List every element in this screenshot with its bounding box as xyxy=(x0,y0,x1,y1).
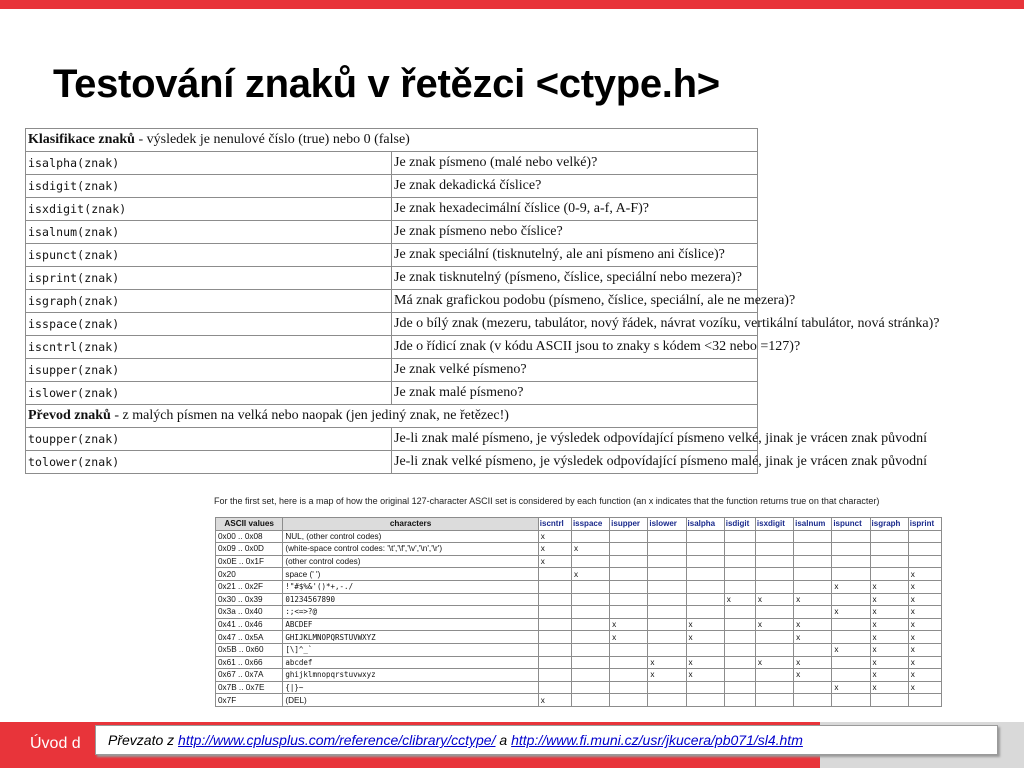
function-mark-cell xyxy=(610,580,648,593)
function-mark-cell: x xyxy=(794,631,832,644)
function-description: Jde o řídicí znak (v kódu ASCII jsou to znaky s kódem <32 nebo =127)? xyxy=(392,336,758,359)
function-description: Je znak velké písmeno? xyxy=(392,359,758,382)
function-mark-cell xyxy=(832,656,870,669)
function-mark-cell xyxy=(686,643,724,656)
ascii-range-row xyxy=(216,593,942,606)
ascii-range-row xyxy=(216,656,942,669)
function-row xyxy=(26,313,758,336)
function-mark-cell: x xyxy=(870,618,908,631)
function-mark-cell xyxy=(571,606,609,619)
function-mark-cell xyxy=(755,530,793,543)
header-function: ispunct xyxy=(832,518,870,531)
function-mark-cell xyxy=(794,643,832,656)
function-mark-cell: x xyxy=(686,656,724,669)
ascii-range-row xyxy=(216,530,942,543)
characters-cell: abcdef xyxy=(283,656,538,669)
function-row xyxy=(26,336,758,359)
function-description: Je znak hexadecimální číslice (0-9, a-f, A-F)? xyxy=(392,198,758,221)
function-mark-cell xyxy=(538,618,571,631)
source-note xyxy=(95,725,998,755)
header-function: isupper xyxy=(610,518,648,531)
characters-cell: GHIJKLMNOPQRSTUVWXYZ xyxy=(283,631,538,644)
function-mark-cell xyxy=(648,606,686,619)
function-mark-cell: x xyxy=(648,656,686,669)
function-mark-cell xyxy=(755,543,793,556)
function-mark-cell: x xyxy=(870,580,908,593)
function-mark-cell: x xyxy=(571,543,609,556)
ascii-range: 0x47 .. 0x5A xyxy=(216,631,283,644)
function-mark-cell: x xyxy=(908,568,941,581)
section-header xyxy=(26,405,758,428)
function-mark-cell xyxy=(832,694,870,707)
ascii-range-row xyxy=(216,618,942,631)
function-mark-cell xyxy=(724,543,755,556)
function-mark-cell xyxy=(724,656,755,669)
header-function: islower xyxy=(648,518,686,531)
function-mark-cell: x xyxy=(610,618,648,631)
function-mark-cell xyxy=(724,568,755,581)
ascii-range-row xyxy=(216,580,942,593)
function-mark-cell: x xyxy=(832,606,870,619)
function-mark-cell xyxy=(571,694,609,707)
function-mark-cell xyxy=(686,568,724,581)
function-mark-cell xyxy=(832,593,870,606)
header-function: isspace xyxy=(571,518,609,531)
section-header xyxy=(26,129,758,152)
function-mark-cell xyxy=(648,694,686,707)
function-mark-cell xyxy=(870,555,908,568)
function-mark-cell: x xyxy=(794,669,832,682)
function-mark-cell xyxy=(648,643,686,656)
function-mark-cell: x xyxy=(538,530,571,543)
function-mark-cell: x xyxy=(794,656,832,669)
function-mark-cell: x xyxy=(908,593,941,606)
function-mark-cell xyxy=(832,555,870,568)
function-mark-cell xyxy=(538,631,571,644)
function-row xyxy=(26,290,758,313)
ascii-map-caption: For the first set, here is a map of how the original 127-character ASCII set is considered by each function (an x indicates that the function returns true on that character) xyxy=(214,496,880,506)
function-mark-cell xyxy=(724,631,755,644)
ascii-range-row xyxy=(216,555,942,568)
section-title: Převod znaků xyxy=(28,408,111,423)
function-mark-cell xyxy=(724,694,755,707)
function-mark-cell xyxy=(686,543,724,556)
function-name: isxdigit(znak) xyxy=(26,198,392,221)
function-mark-cell xyxy=(832,543,870,556)
function-mark-cell: x xyxy=(908,580,941,593)
function-mark-cell xyxy=(610,681,648,694)
function-row xyxy=(26,267,758,290)
function-name: isgraph(znak) xyxy=(26,290,392,313)
function-mark-cell xyxy=(686,694,724,707)
function-mark-cell xyxy=(686,580,724,593)
characters-cell: NUL, (other control codes) xyxy=(283,530,538,543)
function-mark-cell xyxy=(648,631,686,644)
function-mark-cell xyxy=(724,669,755,682)
function-mark-cell: x xyxy=(870,643,908,656)
function-mark-cell xyxy=(571,631,609,644)
header-function: isdigit xyxy=(724,518,755,531)
function-description: Je-li znak velké písmeno, je výsledek odpovídající písmeno malé, jinak je vrácen znak původní xyxy=(392,451,758,474)
function-mark-cell xyxy=(832,568,870,581)
function-row xyxy=(26,428,758,451)
function-mark-cell: x xyxy=(908,643,941,656)
function-mark-cell: x xyxy=(908,656,941,669)
source-joiner: a xyxy=(495,732,512,748)
function-mark-cell xyxy=(755,681,793,694)
function-mark-cell xyxy=(571,555,609,568)
header-characters: characters xyxy=(283,518,538,531)
characters-cell: space (' ') xyxy=(283,568,538,581)
header-function: iscntrl xyxy=(538,518,571,531)
function-name: isprint(znak) xyxy=(26,267,392,290)
function-mark-cell xyxy=(538,669,571,682)
function-mark-cell xyxy=(610,669,648,682)
ascii-map-header-row xyxy=(216,518,942,531)
function-mark-cell xyxy=(755,580,793,593)
function-mark-cell: x xyxy=(794,593,832,606)
function-mark-cell xyxy=(794,568,832,581)
characters-cell: ghijklmnopqrstuvwxyz xyxy=(283,669,538,682)
function-mark-cell xyxy=(571,618,609,631)
section-note: - z malých písmen na velká nebo naopak (jen jediný znak, ne řetězec!) xyxy=(110,408,509,423)
section-note: - výsledek je nenulové číslo (true) nebo 0 (false) xyxy=(134,132,410,147)
section-header-row xyxy=(26,129,758,152)
ascii-range-row xyxy=(216,694,942,707)
function-name: ispunct(znak) xyxy=(26,244,392,267)
function-mark-cell: x xyxy=(686,631,724,644)
function-mark-cell xyxy=(832,669,870,682)
characters-cell: ABCDEF xyxy=(283,618,538,631)
function-mark-cell xyxy=(610,543,648,556)
ascii-range: 0x00 .. 0x08 xyxy=(216,530,283,543)
function-mark-cell xyxy=(571,593,609,606)
function-mark-cell xyxy=(794,580,832,593)
function-mark-cell xyxy=(610,593,648,606)
function-mark-cell xyxy=(724,643,755,656)
function-name: islower(znak) xyxy=(26,382,392,405)
function-name: tolower(znak) xyxy=(26,451,392,474)
characters-cell: (other control codes) xyxy=(283,555,538,568)
function-mark-cell xyxy=(538,593,571,606)
ascii-range-row xyxy=(216,568,942,581)
source-prefix: Převzato z xyxy=(108,732,179,748)
function-description: Je znak tisknutelný (písmeno, číslice, speciální nebo mezera)? xyxy=(392,267,758,290)
function-mark-cell: x xyxy=(794,618,832,631)
function-mark-cell xyxy=(908,530,941,543)
function-mark-cell xyxy=(538,681,571,694)
function-description: Je znak dekadická číslice? xyxy=(392,175,758,198)
function-mark-cell xyxy=(724,555,755,568)
function-row xyxy=(26,152,758,175)
function-mark-cell: x xyxy=(686,669,724,682)
function-mark-cell xyxy=(648,681,686,694)
ascii-range: 0x61 .. 0x66 xyxy=(216,656,283,669)
characters-cell: [\]^_` xyxy=(283,643,538,656)
function-name: toupper(znak) xyxy=(26,428,392,451)
function-mark-cell xyxy=(755,606,793,619)
function-description: Má znak grafickou podobu (písmeno, číslice, speciální, ale ne mezera)? xyxy=(392,290,758,313)
ctype-functions-table xyxy=(25,128,940,474)
function-mark-cell xyxy=(755,568,793,581)
function-row xyxy=(26,175,758,198)
function-mark-cell xyxy=(724,618,755,631)
function-mark-cell xyxy=(686,606,724,619)
ascii-range: 0x20 xyxy=(216,568,283,581)
header-function: isprint xyxy=(908,518,941,531)
function-mark-cell xyxy=(610,530,648,543)
ascii-range-row xyxy=(216,643,942,656)
function-mark-cell: x xyxy=(832,643,870,656)
characters-cell: 01234567890 xyxy=(283,593,538,606)
function-description: Jde o bílý znak (mezeru, tabulátor, nový řádek, návrat vozíku, vertikální tabulátor, nová stránka)? xyxy=(392,313,758,336)
function-mark-cell xyxy=(610,606,648,619)
footer-course-title: Úvod d xyxy=(30,735,81,752)
function-mark-cell xyxy=(870,568,908,581)
function-mark-cell xyxy=(648,530,686,543)
function-mark-cell xyxy=(832,530,870,543)
characters-cell: (DEL) xyxy=(283,694,538,707)
function-mark-cell xyxy=(794,543,832,556)
function-mark-cell xyxy=(538,606,571,619)
function-mark-cell xyxy=(755,555,793,568)
header-function: isalpha xyxy=(686,518,724,531)
ascii-range: 0x0E .. 0x1F xyxy=(216,555,283,568)
function-mark-cell xyxy=(610,555,648,568)
function-mark-cell: x xyxy=(870,593,908,606)
source-link-fi-muni[interactable]: http://www.fi.muni.cz/usr/jkucera/pb071/sl4.htm xyxy=(511,732,803,748)
function-mark-cell: x xyxy=(610,631,648,644)
function-mark-cell xyxy=(870,694,908,707)
function-mark-cell xyxy=(794,530,832,543)
ascii-range-row xyxy=(216,669,942,682)
function-mark-cell xyxy=(538,568,571,581)
function-mark-cell: x xyxy=(538,694,571,707)
ascii-map-table xyxy=(215,517,942,707)
function-mark-cell xyxy=(648,618,686,631)
header-function: isgraph xyxy=(870,518,908,531)
function-mark-cell xyxy=(755,643,793,656)
ascii-range: 0x21 .. 0x2F xyxy=(216,580,283,593)
function-mark-cell xyxy=(571,580,609,593)
function-name: iscntrl(znak) xyxy=(26,336,392,359)
function-mark-cell xyxy=(648,593,686,606)
function-name: isupper(znak) xyxy=(26,359,392,382)
function-mark-cell xyxy=(571,656,609,669)
characters-cell: !"#$%&'()*+,-./ xyxy=(283,580,538,593)
function-mark-cell: x xyxy=(870,656,908,669)
section-header-row xyxy=(26,405,758,428)
function-mark-cell: x xyxy=(724,593,755,606)
function-mark-cell xyxy=(908,543,941,556)
function-mark-cell xyxy=(571,530,609,543)
function-description: Je znak malé písmeno? xyxy=(392,382,758,405)
header-ascii-values: ASCII values xyxy=(216,518,283,531)
function-mark-cell xyxy=(610,656,648,669)
characters-cell: (white-space control codes: '\t','\f','\v','\n','\r') xyxy=(283,543,538,556)
function-mark-cell: x xyxy=(832,681,870,694)
function-mark-cell xyxy=(648,555,686,568)
function-name: isspace(znak) xyxy=(26,313,392,336)
function-row xyxy=(26,382,758,405)
function-mark-cell xyxy=(908,555,941,568)
function-row xyxy=(26,221,758,244)
ascii-range-row xyxy=(216,631,942,644)
ascii-range: 0x67 .. 0x7A xyxy=(216,669,283,682)
function-mark-cell xyxy=(724,530,755,543)
function-mark-cell xyxy=(571,681,609,694)
header-function: isalnum xyxy=(794,518,832,531)
function-mark-cell: x xyxy=(908,669,941,682)
function-mark-cell xyxy=(908,694,941,707)
function-mark-cell: x xyxy=(908,631,941,644)
function-mark-cell: x xyxy=(755,656,793,669)
ascii-range: 0x7B .. 0x7E xyxy=(216,681,283,694)
function-mark-cell xyxy=(571,643,609,656)
function-mark-cell xyxy=(648,580,686,593)
function-mark-cell: x xyxy=(870,631,908,644)
function-mark-cell xyxy=(648,543,686,556)
function-row xyxy=(26,198,758,221)
function-mark-cell: x xyxy=(538,543,571,556)
function-mark-cell xyxy=(724,681,755,694)
function-row xyxy=(26,244,758,267)
function-description: Je znak písmeno nebo číslice? xyxy=(392,221,758,244)
ascii-range: 0x09 .. 0x0D xyxy=(216,543,283,556)
top-accent-bar xyxy=(0,0,1024,9)
function-mark-cell xyxy=(724,580,755,593)
function-mark-cell: x xyxy=(538,555,571,568)
function-mark-cell: x xyxy=(908,618,941,631)
function-mark-cell xyxy=(648,568,686,581)
function-mark-cell xyxy=(870,530,908,543)
function-mark-cell xyxy=(794,555,832,568)
function-mark-cell xyxy=(610,643,648,656)
ascii-range: 0x41 .. 0x46 xyxy=(216,618,283,631)
ascii-range-row xyxy=(216,606,942,619)
function-name: isalnum(znak) xyxy=(26,221,392,244)
function-mark-cell: x xyxy=(755,593,793,606)
function-mark-cell: x xyxy=(870,669,908,682)
function-mark-cell: x xyxy=(755,618,793,631)
characters-cell: :;<=>?@ xyxy=(283,606,538,619)
ascii-range: 0x5B .. 0x60 xyxy=(216,643,283,656)
function-mark-cell: x xyxy=(648,669,686,682)
header-function: isxdigit xyxy=(755,518,793,531)
function-description: Je znak speciální (tisknutelný, ale ani písmeno ani číslice)? xyxy=(392,244,758,267)
function-mark-cell xyxy=(724,606,755,619)
function-mark-cell xyxy=(794,681,832,694)
function-row xyxy=(26,359,758,382)
function-mark-cell: x xyxy=(870,606,908,619)
function-mark-cell xyxy=(794,694,832,707)
function-mark-cell xyxy=(538,643,571,656)
function-mark-cell: x xyxy=(908,681,941,694)
function-mark-cell: x xyxy=(870,681,908,694)
function-mark-cell xyxy=(686,555,724,568)
source-link-cplusplus[interactable]: http://www.cplusplus.com/reference/clibrary/cctype/ xyxy=(178,732,496,748)
function-mark-cell xyxy=(686,681,724,694)
function-mark-cell xyxy=(755,631,793,644)
function-mark-cell xyxy=(755,694,793,707)
function-description: Je-li znak malé písmeno, je výsledek odpovídající písmeno velké, jinak je vrácen znak původní xyxy=(392,428,758,451)
function-mark-cell xyxy=(571,669,609,682)
function-mark-cell: x xyxy=(686,618,724,631)
function-mark-cell xyxy=(870,543,908,556)
function-description: Je znak písmeno (malé nebo velké)? xyxy=(392,152,758,175)
ascii-range: 0x7F xyxy=(216,694,283,707)
function-mark-cell xyxy=(538,656,571,669)
function-name: isdigit(znak) xyxy=(26,175,392,198)
function-mark-cell xyxy=(832,631,870,644)
ascii-range: 0x30 .. 0x39 xyxy=(216,593,283,606)
ascii-range-row xyxy=(216,681,942,694)
function-mark-cell xyxy=(794,606,832,619)
slide-title: Testování znaků v řetězci <ctype.h> xyxy=(53,62,720,106)
function-name: isalpha(znak) xyxy=(26,152,392,175)
function-mark-cell: x xyxy=(571,568,609,581)
function-mark-cell: x xyxy=(832,580,870,593)
function-mark-cell xyxy=(610,568,648,581)
ascii-range-row xyxy=(216,543,942,556)
section-title: Klasifikace znaků xyxy=(28,132,135,147)
function-mark-cell: x xyxy=(908,606,941,619)
function-mark-cell xyxy=(610,694,648,707)
function-mark-cell xyxy=(686,593,724,606)
characters-cell: {|}~ xyxy=(283,681,538,694)
function-mark-cell xyxy=(538,580,571,593)
function-row xyxy=(26,451,758,474)
function-mark-cell xyxy=(755,669,793,682)
function-mark-cell xyxy=(832,618,870,631)
ascii-range: 0x3a .. 0x40 xyxy=(216,606,283,619)
function-mark-cell xyxy=(686,530,724,543)
